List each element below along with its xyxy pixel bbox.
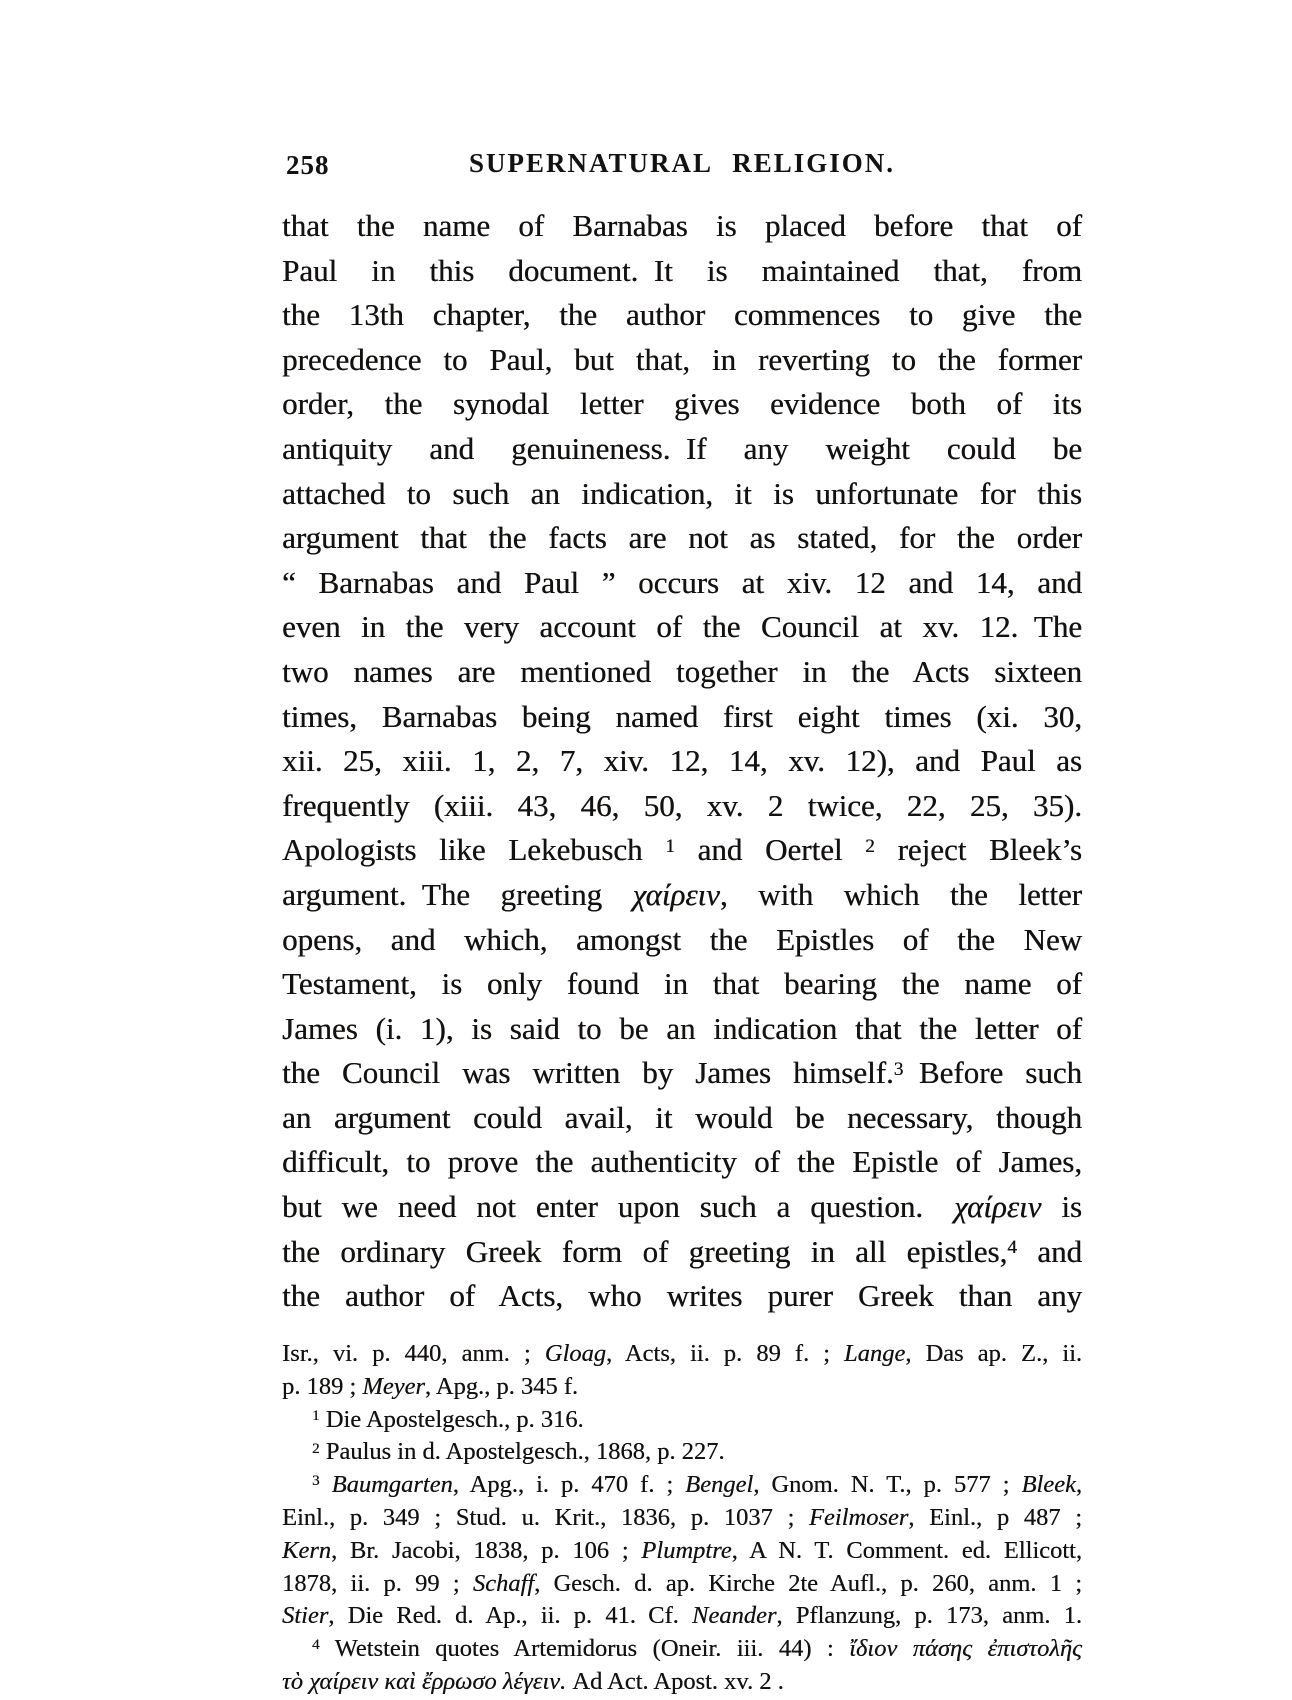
footnote-line: Stier, Die Red. d. Ap., ii. p. 41. Cf. Neander, Pflanzung, p. 173, anm. 1. [282, 1602, 1082, 1630]
text-line: James (i. 1), is said to be an indication that the letter of [282, 1010, 1082, 1046]
text-line: the 13th chapter, the author commences to give the [282, 297, 1082, 333]
text-line: xii. 25, xiii. 1, 2, 7, xiv. 12, 14, xv. 12), and Paul as [282, 743, 1082, 779]
text-line: times, Barnabas being named first eight times (xi. 30, [282, 698, 1082, 734]
footnote-line: Isr., vi. p. 440, anm. ; Gloag, Acts, ii. p. 89 f. ; Lange, Das ap. Z., ii. [282, 1340, 1083, 1367]
text-line: even in the very account of the Council at xv. 12. The [282, 609, 1082, 645]
text-line: Apologists like Lekebusch $^1$ and Oertel $^2$ reject Bleek’s [282, 832, 1082, 868]
footnote-line: $^2$ Paulus in d. Apostelgesch., 1868, p. 227. [312, 1438, 725, 1466]
footnote-line: Einl., p. 349 ; Stud. u. Krit., 1836, p. 1037 ; Feilmoser, Einl., p 487 ; [282, 1503, 1083, 1531]
footnote-line: $^4$ Wetstein quotes Artemidorus (Oneir. iii. 44) : ἴδιον πάσης ἐπιστολῆς [312, 1635, 1083, 1663]
text-line: Paul in this document. It is maintained that, from [282, 252, 1082, 288]
running-title: SUPERNATURAL RELIGION. [468, 148, 896, 178]
text-line: frequently (xiii. 43, 46, 50, xv. 2 twice, 22, 25, 35). [282, 787, 1082, 823]
text-line: an argument could avail, it would be necessary, though [282, 1099, 1082, 1135]
text-line: argument that the facts are not as stated, for the order [282, 520, 1082, 556]
text-line: argument. The greeting χαίρειν, with which the letter [282, 876, 1082, 912]
text-line: difficult, to prove the authenticity of the Epistle of James, [282, 1144, 1082, 1180]
text-line: opens, and which, amongst the Epistles of the New [282, 921, 1082, 957]
text-line: “ Barnabas and Paul ” occurs at xiv. 12 and 14, and [282, 564, 1082, 600]
footnote-line: p. 189 ; Meyer, Apg., p. 345 f. [282, 1372, 579, 1400]
text-line: antiquity and genuineness. If any weight could be [282, 430, 1082, 466]
text-line: but we need not enter upon such a question. χαίρειν is [282, 1189, 1082, 1225]
text-line: order, the synodal letter gives evidence both of its [282, 386, 1082, 422]
main-text-block [282, 204, 1082, 1319]
footnote-line: τὸ χαίρειν καὶ ἔρρωσο λέγειν. Ad Act. Apost. xv. 2 . [282, 1667, 784, 1695]
footnote-line: $^3$ Baumgarten, Apg., i. p. 470 f. ; Bengel, Gnom. N. T., p. 577 ; Bleek, [312, 1471, 1082, 1499]
footnote-line: Kern, Br. Jacobi, 1838, p. 106 ; Plumptre, A N. T. Comment. ed. Ellicott, [282, 1536, 1082, 1564]
footnote-line: $^1$ Die Apostelgesch., p. 316. [312, 1405, 584, 1433]
text-line: attached to such an indication, it is unfortunate for this [282, 475, 1082, 511]
footnote-line: 1878, ii. p. 99 ; Schaff, Gesch. d. ap. Kirche 2te Aufl., p. 260, anm. 1 ; [282, 1569, 1083, 1597]
text-line: Testament, is only found in that bearing the name of [282, 966, 1082, 1002]
running-header [282, 148, 1082, 182]
footnotes-block [282, 1338, 1082, 1699]
text-line: precedence to Paul, but that, in reverting to the former [282, 341, 1082, 377]
text-line: the author of Acts, who writes purer Greek than any [282, 1278, 1082, 1314]
page-number: 258 [286, 150, 330, 180]
text-line: the Council was written by James himself.$^3$ Before such [282, 1055, 1083, 1091]
text-line: the ordinary Greek form of greeting in all epistles,$^4$ and [282, 1233, 1082, 1269]
text-line: two names are mentioned together in the Acts sixteen [282, 653, 1082, 689]
text-line: that the name of Barnabas is placed before that of [282, 208, 1082, 243]
